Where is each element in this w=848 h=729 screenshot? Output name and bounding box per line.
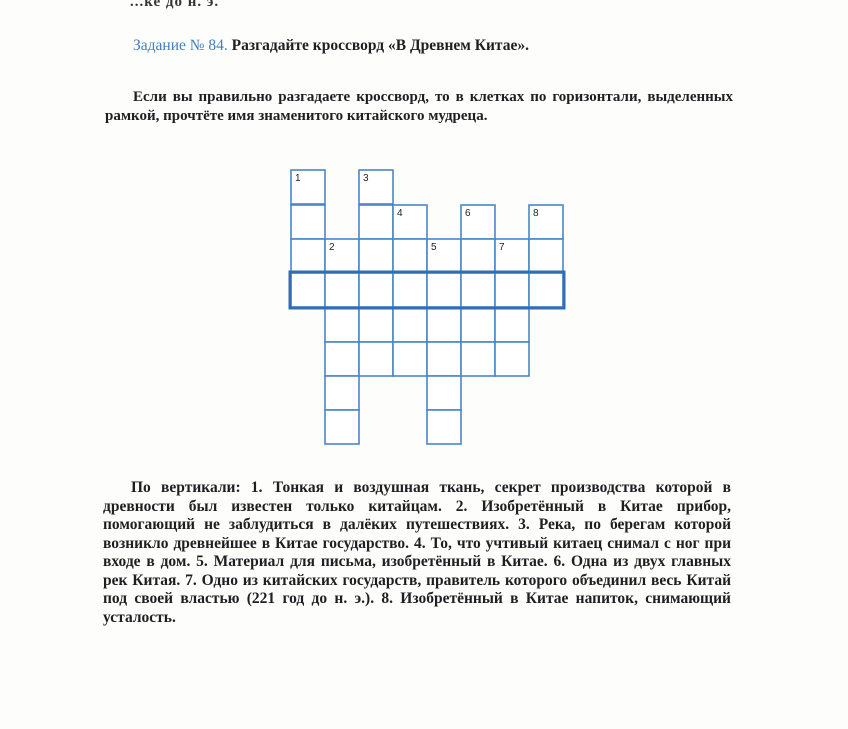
clue-number-label: 6	[465, 208, 471, 219]
task-label: Задание № 84.	[133, 37, 228, 54]
clue-number: 1.	[250, 479, 273, 496]
clue-text: Изобретённый в Китае прибор, помогающий не заблудиться в далёких путешествиях.	[103, 497, 731, 533]
crossword-cell[interactable]	[461, 239, 495, 273]
crossword-cell[interactable]	[393, 239, 427, 273]
previous-page-fragment: ...ке до н. э.	[130, 0, 220, 10]
clue-text: Изобретённый в Китае напиток, снимающий усталость.	[103, 590, 731, 626]
clue-text: То, что учтивый китаец снимал с ног при входе в дом.	[103, 534, 732, 570]
crossword-cell[interactable]	[461, 308, 495, 342]
crossword-cell[interactable]	[325, 308, 359, 342]
crossword-cell[interactable]	[359, 342, 393, 376]
crossword-cell[interactable]	[325, 273, 359, 307]
crossword-cell[interactable]	[359, 273, 393, 307]
crossword-cell[interactable]	[393, 308, 427, 342]
clue-number-label: 3	[363, 173, 369, 184]
task-instructions: Если вы правильно разгадаете кроссворд, то в клетках по горизонтали, выделенных рамкой, прочтёте имя знаменитого китайского мудреца.	[105, 89, 733, 124]
crossword-cell[interactable]	[461, 273, 495, 307]
clue-list	[103, 479, 731, 626]
clue-text: Материал для письма, изобретённый в Китае.	[213, 553, 548, 570]
crossword-cell[interactable]	[325, 342, 359, 376]
clues-block	[103, 479, 731, 627]
crossword-cell[interactable]	[393, 273, 427, 307]
clue-text: Одно из китайских государств, правитель которого объединил весь Китай под своей властью (221 год до н. э.).	[103, 571, 732, 607]
clue-number: 8.	[374, 590, 401, 607]
crossword-cell[interactable]	[359, 239, 393, 273]
crossword-cell[interactable]	[495, 273, 529, 307]
clue-number: 3.	[509, 516, 539, 533]
crossword-cell[interactable]	[427, 410, 461, 444]
clue-number: 4.	[409, 534, 431, 552]
crossword-cell[interactable]	[291, 205, 325, 239]
crossword-cell[interactable]	[529, 273, 563, 307]
crossword-cell[interactable]	[427, 342, 461, 376]
clue-number: 5.	[190, 553, 214, 570]
clue-number: 7.	[180, 571, 202, 589]
clue-text: Тонкая и воздушная ткань, секрет производства которой в древности был известен только китайцам.	[103, 479, 732, 515]
crossword-cell[interactable]	[291, 239, 325, 273]
clue-item	[190, 553, 547, 570]
crossword-cell[interactable]	[325, 376, 359, 410]
crossword-cell[interactable]	[427, 308, 461, 342]
crossword-cell[interactable]	[427, 376, 461, 410]
clue-text: Река, по берегам которой возникло древнейшее в Китае государство.	[103, 516, 732, 552]
clue-number: 2.	[441, 497, 482, 515]
clue-text: Одна из двух главных рек Китая.	[103, 553, 732, 589]
clue-number: 6.	[547, 553, 571, 570]
crossword-cell[interactable]	[325, 410, 359, 444]
clues-heading: По вертикали:	[131, 479, 241, 496]
clue-number-label: 1	[295, 173, 301, 184]
clue-number-label: 4	[397, 208, 403, 219]
clue-number-label: 5	[431, 242, 437, 253]
crossword-cell[interactable]	[359, 205, 393, 239]
clue-number-label: 7	[499, 242, 505, 253]
crossword-cell[interactable]	[495, 342, 529, 376]
crossword-cell[interactable]	[461, 342, 495, 376]
crossword-cell[interactable]	[529, 239, 563, 273]
task-title: Разгадайте кроссворд «В Древнем Китае».	[231, 37, 529, 54]
clue-number-label: 8	[533, 208, 539, 219]
crossword-cell[interactable]	[291, 273, 325, 307]
crossword-cell[interactable]	[393, 342, 427, 376]
crossword-cell[interactable]	[495, 308, 529, 342]
clue-number-label: 2	[329, 242, 335, 253]
crossword-cell[interactable]	[359, 308, 393, 342]
crossword-cell[interactable]	[427, 273, 461, 307]
